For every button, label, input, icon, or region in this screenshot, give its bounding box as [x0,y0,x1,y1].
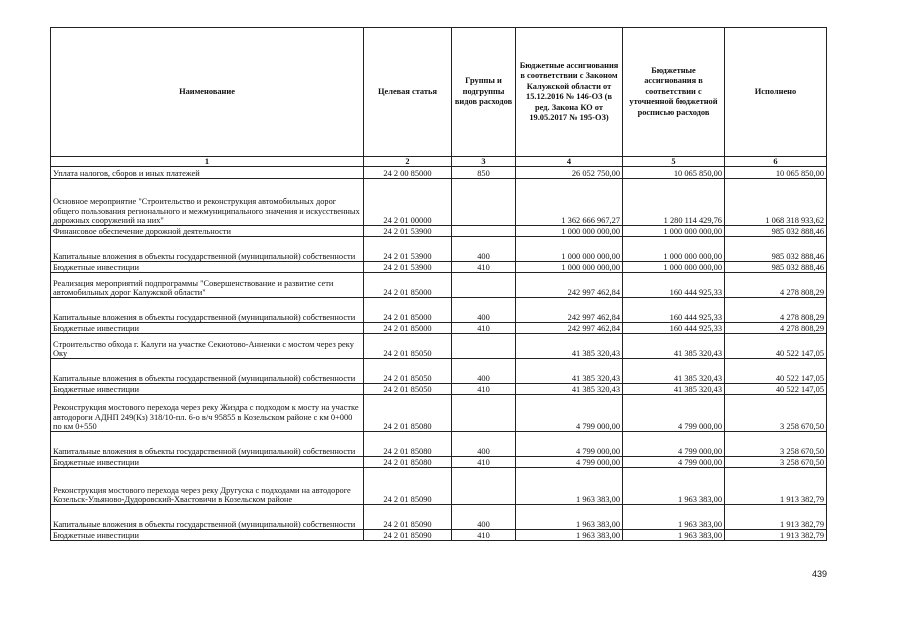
row-budget-law: 1 000 000 000,00 [516,262,623,273]
row-executed: 4 278 808,29 [725,298,827,323]
row-target-article: 24 2 01 85000 [364,323,452,334]
header-budget-law: Бюджетные ассигнования в соответствии с Законом Калужской области от 15.12.2016 № 146-ОЗ (в ред. Закона КО от 19.05.2017 № 195-ОЗ) [516,28,623,157]
row-target-article: 24 2 01 85080 [364,432,452,457]
row-budget-law: 1 000 000 000,00 [516,226,623,237]
row-target-article: 24 2 01 85090 [364,505,452,530]
table-row [51,237,827,262]
row-name: Основное мероприятие "Строительство и реконструкция автомобильных дорог общего пользования регионального и межмуниципального значения и искусственных дорожных сооружений на них" [51,179,364,226]
row-name: Бюджетные инвестиции [51,457,364,468]
row-target-article: 24 2 00 85000 [364,167,452,179]
table-row [51,457,827,468]
table-row [51,298,827,323]
row-budget-refined: 160 444 925,33 [623,273,725,298]
row-budget-refined: 41 385 320,43 [623,384,725,395]
row-target-article: 24 2 01 85050 [364,334,452,359]
row-expense-group [452,395,516,432]
table-row [51,359,827,384]
header-target-article: Целевая статья [364,28,452,157]
row-expense-group: 400 [452,298,516,323]
table-row [51,384,827,395]
row-executed: 40 522 147,05 [725,334,827,359]
column-number: 2 [364,157,452,167]
row-expense-group [452,226,516,237]
row-expense-group [452,179,516,226]
row-target-article: 24 2 01 53900 [364,262,452,273]
table-row [51,262,827,273]
row-name: Бюджетные инвестиции [51,262,364,273]
row-expense-group: 410 [452,262,516,273]
row-name: Реконструкция мостового перехода через реку Жиздра с подходом к мосту на участке автодороги АДНП 249(Кз) 318/10-пл. 6-о в/ч 95855 в Козельском районе с км 0+000 по км 0+550 [51,395,364,432]
row-name: Реконструкция мостового перехода через реку Другуска с подходами на автодороге Козельск-Ульяново-Дудоровский-Хвастовичи в Козельском районе [51,468,364,505]
row-budget-law: 1 362 666 967,27 [516,179,623,226]
row-executed: 1 913 382,79 [725,530,827,541]
row-budget-refined: 4 799 000,00 [623,432,725,457]
row-expense-group: 400 [452,432,516,457]
table-header-row [51,28,827,157]
row-budget-law: 1 000 000 000,00 [516,237,623,262]
column-number-row [51,157,827,167]
row-budget-law: 242 997 462,84 [516,273,623,298]
row-name: Капитальные вложения в объекты государственной (муниципальной) собственности [51,432,364,457]
column-number: 6 [725,157,827,167]
row-executed: 3 258 670,50 [725,395,827,432]
table-row [51,323,827,334]
row-executed: 1 913 382,79 [725,505,827,530]
header-budget-refined: Бюджетные ассигнования в соответствии с уточненной бюджетной росписью расходов [623,28,725,157]
row-executed: 985 032 888,46 [725,237,827,262]
row-budget-refined: 160 444 925,33 [623,323,725,334]
table-row [51,468,827,505]
table-row [51,167,827,179]
row-budget-refined: 1 000 000 000,00 [623,237,725,262]
row-budget-refined: 41 385 320,43 [623,359,725,384]
row-executed: 40 522 147,05 [725,359,827,384]
row-expense-group: 410 [452,323,516,334]
row-budget-law: 41 385 320,43 [516,359,623,384]
row-budget-refined: 1 000 000 000,00 [623,262,725,273]
row-budget-law: 1 963 383,00 [516,530,623,541]
row-target-article: 24 2 01 85050 [364,359,452,384]
table-row [51,179,827,226]
row-expense-group [452,334,516,359]
table-row [51,226,827,237]
row-budget-refined: 10 065 850,00 [623,167,725,179]
row-expense-group: 400 [452,505,516,530]
row-executed: 985 032 888,46 [725,226,827,237]
row-executed: 985 032 888,46 [725,262,827,273]
table-row [51,432,827,457]
column-number: 4 [516,157,623,167]
table-row [51,530,827,541]
row-target-article: 24 2 01 85090 [364,468,452,505]
row-name: Капитальные вложения в объекты государственной (муниципальной) собственности [51,505,364,530]
row-target-article: 24 2 01 53900 [364,237,452,262]
column-number: 3 [452,157,516,167]
row-budget-law: 41 385 320,43 [516,384,623,395]
row-budget-law: 4 799 000,00 [516,457,623,468]
row-target-article: 24 2 01 85090 [364,530,452,541]
row-target-article: 24 2 01 85080 [364,457,452,468]
row-expense-group: 400 [452,359,516,384]
row-budget-refined: 4 799 000,00 [623,457,725,468]
row-budget-law: 242 997 462,84 [516,323,623,334]
row-expense-group: 400 [452,237,516,262]
row-target-article: 24 2 01 85000 [364,298,452,323]
row-executed: 40 522 147,05 [725,384,827,395]
row-budget-refined: 1 000 000 000,00 [623,226,725,237]
budget-execution-table [50,27,827,541]
row-name: Финансовое обеспечение дорожной деятельности [51,226,364,237]
row-name: Бюджетные инвестиции [51,384,364,395]
column-number: 5 [623,157,725,167]
row-budget-law: 1 963 383,00 [516,468,623,505]
row-target-article: 24 2 01 00000 [364,179,452,226]
header-executed: Исполнено [725,28,827,157]
row-expense-group [452,468,516,505]
row-budget-law: 1 963 383,00 [516,505,623,530]
row-budget-refined: 41 385 320,43 [623,334,725,359]
row-executed: 1 068 318 933,62 [725,179,827,226]
header-name: Наименование [51,28,364,157]
table-row [51,505,827,530]
row-budget-refined: 4 799 000,00 [623,395,725,432]
row-target-article: 24 2 01 85080 [364,395,452,432]
row-executed: 1 913 382,79 [725,468,827,505]
header-expense-groups: Группы и подгруппы видов расходов [452,28,516,157]
row-budget-refined: 1 963 383,00 [623,505,725,530]
row-budget-law: 41 385 320,43 [516,334,623,359]
row-name: Бюджетные инвестиции [51,323,364,334]
row-budget-refined: 160 444 925,33 [623,298,725,323]
row-budget-refined: 1 963 383,00 [623,530,725,541]
row-name: Капитальные вложения в объекты государственной (муниципальной) собственности [51,237,364,262]
row-expense-group: 410 [452,530,516,541]
row-target-article: 24 2 01 85050 [364,384,452,395]
row-executed: 10 065 850,00 [725,167,827,179]
row-executed: 3 258 670,50 [725,457,827,468]
row-budget-law: 242 997 462,84 [516,298,623,323]
row-budget-refined: 1 280 114 429,76 [623,179,725,226]
row-name: Уплата налогов, сборов и иных платежей [51,167,364,179]
row-target-article: 24 2 01 85000 [364,273,452,298]
row-name: Реализация мероприятий подпрограммы "Совершенствование и развитие сети автомобильных дорог Калужской области" [51,273,364,298]
table-row [51,273,827,298]
row-executed: 3 258 670,50 [725,432,827,457]
row-budget-law: 4 799 000,00 [516,432,623,457]
row-expense-group: 410 [452,457,516,468]
row-budget-law: 4 799 000,00 [516,395,623,432]
row-expense-group [452,273,516,298]
row-executed: 4 278 808,29 [725,323,827,334]
row-name: Бюджетные инвестиции [51,530,364,541]
page-number: 439 [812,569,828,579]
table-row [51,334,827,359]
row-budget-refined: 1 963 383,00 [623,468,725,505]
row-budget-law: 26 052 750,00 [516,167,623,179]
row-expense-group: 410 [452,384,516,395]
row-name: Капитальные вложения в объекты государственной (муниципальной) собственности [51,298,364,323]
row-name: Капитальные вложения в объекты государственной (муниципальной) собственности [51,359,364,384]
row-target-article: 24 2 01 53900 [364,226,452,237]
row-name: Строительство обхода г. Калуги на участке Секиотово-Анненки с мостом через реку Оку [51,334,364,359]
row-executed: 4 278 808,29 [725,273,827,298]
table-row [51,395,827,432]
row-expense-group: 850 [452,167,516,179]
column-number: 1 [51,157,364,167]
